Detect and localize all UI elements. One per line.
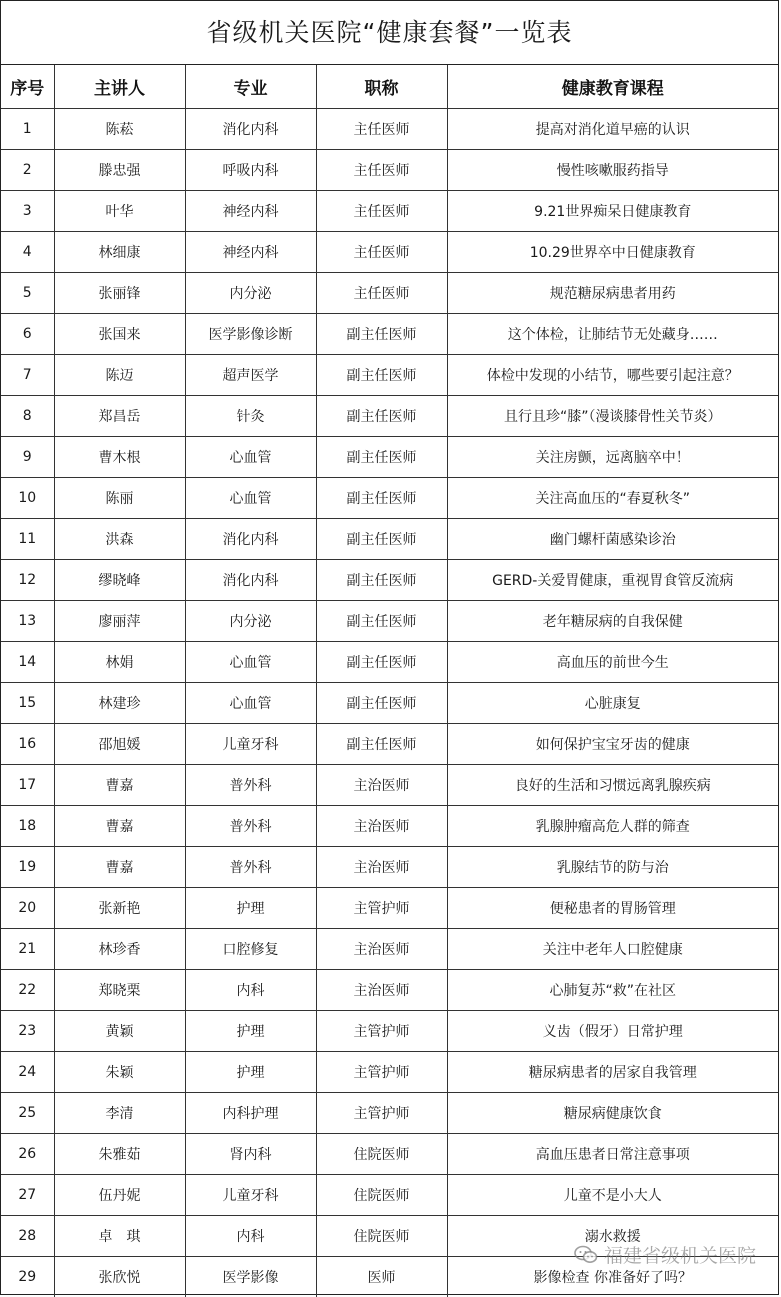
cell-specialty: 肾内科: [185, 1134, 316, 1175]
cell-specialty: 普外科: [185, 847, 316, 888]
cell-course: 关注中老年人口腔健康: [447, 929, 778, 970]
cell-no: 7: [1, 355, 54, 396]
cell-no: 2: [1, 150, 54, 191]
cell-rank: 主治医师: [316, 929, 447, 970]
table-row: [1, 1052, 778, 1093]
cell-course: 这个体检，让肺结节无处藏身……: [447, 314, 778, 355]
cell-rank: 住院医师: [316, 1216, 447, 1257]
cell-course: 慢性咳嗽服药指导: [447, 150, 778, 191]
cell-lecturer: 伍丹妮: [54, 1175, 185, 1216]
cell-course: 关注房颤，远离脑卒中！: [447, 437, 778, 478]
header-course: 健康教育课程: [447, 65, 778, 109]
cell-course: 儿童不是小大人: [447, 1175, 778, 1216]
cell-rank: 副主任医师: [316, 519, 447, 560]
cell-rank: 主任医师: [316, 109, 447, 150]
table-row: [1, 806, 778, 847]
cell-course: 关注高血压的“春夏秋冬”: [447, 478, 778, 519]
cell-specialty: 心血管: [185, 642, 316, 683]
cell-specialty: 内科护理: [185, 1093, 316, 1134]
cell-rank: 住院医师: [316, 1134, 447, 1175]
cell-course: 10.29世界卒中日健康教育: [447, 232, 778, 273]
cell-course: 糖尿病患者的居家自我管理: [447, 1052, 778, 1093]
table-row: [1, 519, 778, 560]
cell-course: 心脏康复: [447, 683, 778, 724]
cell-course: 幽门螺杆菌感染诊治: [447, 519, 778, 560]
cell-no: 28: [1, 1216, 54, 1257]
cell-specialty: 针灸: [185, 396, 316, 437]
cell-specialty: 内科: [185, 1216, 316, 1257]
table-row: [1, 1216, 778, 1257]
table-row: [1, 601, 778, 642]
table-row: [1, 150, 778, 191]
cell-lecturer: 曹嘉: [54, 765, 185, 806]
table-row: [1, 765, 778, 806]
cell-lecturer: 郑晓栗: [54, 970, 185, 1011]
cell-course: 规范糖尿病患者用药: [447, 273, 778, 314]
cell-lecturer: 陈菘: [54, 109, 185, 150]
cell-no: 16: [1, 724, 54, 765]
cell-no: 17: [1, 765, 54, 806]
page-title: 省级机关医院“健康套餐”一览表: [1, 1, 778, 65]
table-row: [1, 560, 778, 601]
cell-specialty: 心血管: [185, 437, 316, 478]
cell-course: 体检中发现的小结节，哪些要引起注意？: [447, 355, 778, 396]
table-row: [1, 273, 778, 314]
cell-rank: 主任医师: [316, 191, 447, 232]
cell-rank: 主管护师: [316, 1093, 447, 1134]
cell-no: 25: [1, 1093, 54, 1134]
table-header-row: [1, 65, 778, 109]
table-row: [1, 888, 778, 929]
cell-no: 15: [1, 683, 54, 724]
cell-rank: 主治医师: [316, 806, 447, 847]
cell-specialty: 心血管: [185, 478, 316, 519]
cell-rank: 副主任医师: [316, 355, 447, 396]
table-row: [1, 478, 778, 519]
cell-specialty: 神经内科: [185, 191, 316, 232]
cell-rank: 主治医师: [316, 765, 447, 806]
cell-lecturer: 张新艳: [54, 888, 185, 929]
cell-course: 溺水救援: [447, 1216, 778, 1257]
cell-rank: 主任医师: [316, 232, 447, 273]
cell-specialty: 护理: [185, 1052, 316, 1093]
cell-no: 20: [1, 888, 54, 929]
cell-specialty: 消化内科: [185, 519, 316, 560]
cell-lecturer: 张欣悦: [54, 1257, 185, 1297]
cell-course: 影像检查 你准备好了吗？: [447, 1257, 778, 1297]
cell-no: 23: [1, 1011, 54, 1052]
cell-specialty: 超声医学: [185, 355, 316, 396]
cell-course: 便秘患者的胃肠管理: [447, 888, 778, 929]
table-row: [1, 970, 778, 1011]
cell-course: 如何保护宝宝牙齿的健康: [447, 724, 778, 765]
cell-specialty: 医学影像诊断: [185, 314, 316, 355]
cell-lecturer: 林细康: [54, 232, 185, 273]
cell-rank: 副主任医师: [316, 601, 447, 642]
table-row: [1, 642, 778, 683]
cell-rank: 主管护师: [316, 1011, 447, 1052]
cell-no: 29: [1, 1257, 54, 1297]
cell-course: 良好的生活和习惯远离乳腺疾病: [447, 765, 778, 806]
cell-specialty: 护理: [185, 888, 316, 929]
table-row: [1, 1093, 778, 1134]
cell-specialty: 普外科: [185, 765, 316, 806]
cell-specialty: 儿童牙科: [185, 724, 316, 765]
cell-specialty: 儿童牙科: [185, 1175, 316, 1216]
cell-no: 11: [1, 519, 54, 560]
cell-lecturer: 林珍香: [54, 929, 185, 970]
cell-specialty: 内分泌: [185, 601, 316, 642]
header-no: 序号: [1, 65, 54, 109]
table-row: [1, 314, 778, 355]
cell-rank: 副主任医师: [316, 314, 447, 355]
header-lecturer: 主讲人: [54, 65, 185, 109]
cell-rank: 主管护师: [316, 888, 447, 929]
cell-course: 乳腺结节的防与治: [447, 847, 778, 888]
cell-no: 26: [1, 1134, 54, 1175]
cell-course: 且行且珍“膝”（漫谈膝骨性关节炎）: [447, 396, 778, 437]
table-row: [1, 929, 778, 970]
cell-course: 乳腺肿瘤高危人群的筛查: [447, 806, 778, 847]
table-row: [1, 1011, 778, 1052]
table-row: [1, 191, 778, 232]
cell-course: GERD-关爱胃健康，重视胃食管反流病: [447, 560, 778, 601]
header-specialty: 专业: [185, 65, 316, 109]
cell-course: 老年糖尿病的自我保健: [447, 601, 778, 642]
cell-no: 18: [1, 806, 54, 847]
cell-course: 义齿（假牙）日常护理: [447, 1011, 778, 1052]
cell-lecturer: 邵旭媛: [54, 724, 185, 765]
cell-rank: 副主任医师: [316, 437, 447, 478]
table-row: [1, 109, 778, 150]
cell-lecturer: 林娟: [54, 642, 185, 683]
cell-no: 6: [1, 314, 54, 355]
cell-rank: 副主任医师: [316, 478, 447, 519]
cell-lecturer: 卓 琪: [54, 1216, 185, 1257]
cell-rank: 主任医师: [316, 273, 447, 314]
cell-specialty: 心血管: [185, 683, 316, 724]
cell-specialty: 内科: [185, 970, 316, 1011]
cell-rank: 住院医师: [316, 1175, 447, 1216]
cell-lecturer: 缪晓峰: [54, 560, 185, 601]
cell-rank: 副主任医师: [316, 560, 447, 601]
cell-lecturer: 陈丽: [54, 478, 185, 519]
cell-no: 8: [1, 396, 54, 437]
cell-no: 19: [1, 847, 54, 888]
cell-rank: 主任医师: [316, 150, 447, 191]
cell-course: 心肺复苏“救”在社区: [447, 970, 778, 1011]
header-rank: 职称: [316, 65, 447, 109]
cell-specialty: 医学影像: [185, 1257, 316, 1297]
cell-no: 13: [1, 601, 54, 642]
cell-rank: 副主任医师: [316, 396, 447, 437]
cell-no: 9: [1, 437, 54, 478]
cell-lecturer: 黄颖: [54, 1011, 185, 1052]
cell-course: 9.21世界痴呆日健康教育: [447, 191, 778, 232]
cell-no: 4: [1, 232, 54, 273]
cell-specialty: 内分泌: [185, 273, 316, 314]
table-row: [1, 1175, 778, 1216]
cell-no: 10: [1, 478, 54, 519]
cell-lecturer: 廖丽萍: [54, 601, 185, 642]
table-row: [1, 232, 778, 273]
cell-rank: 主治医师: [316, 847, 447, 888]
cell-specialty: 普外科: [185, 806, 316, 847]
cell-course: 高血压患者日常注意事项: [447, 1134, 778, 1175]
cell-no: 14: [1, 642, 54, 683]
cell-lecturer: 张丽锋: [54, 273, 185, 314]
cell-specialty: 口腔修复: [185, 929, 316, 970]
cell-specialty: 消化内科: [185, 109, 316, 150]
cell-no: 21: [1, 929, 54, 970]
table-row: [1, 847, 778, 888]
table-row: [1, 683, 778, 724]
cell-lecturer: 曹嘉: [54, 806, 185, 847]
cell-rank: 副主任医师: [316, 642, 447, 683]
cell-course: 提高对消化道早癌的认识: [447, 109, 778, 150]
cell-lecturer: 陈迈: [54, 355, 185, 396]
table-row: [1, 355, 778, 396]
course-table: [1, 65, 778, 1297]
cell-specialty: 神经内科: [185, 232, 316, 273]
cell-lecturer: 叶华: [54, 191, 185, 232]
table-row: [1, 437, 778, 478]
cell-no: 3: [1, 191, 54, 232]
table-row: [1, 1257, 778, 1297]
cell-no: 5: [1, 273, 54, 314]
cell-rank: 主治医师: [316, 970, 447, 1011]
cell-rank: 副主任医师: [316, 724, 447, 765]
table-body: [1, 109, 778, 1297]
cell-specialty: 护理: [185, 1011, 316, 1052]
cell-no: 27: [1, 1175, 54, 1216]
cell-rank: 副主任医师: [316, 683, 447, 724]
table-row: [1, 724, 778, 765]
table-row: [1, 1134, 778, 1175]
cell-course: 糖尿病健康饮食: [447, 1093, 778, 1134]
table-row: [1, 396, 778, 437]
cell-lecturer: 郑昌岳: [54, 396, 185, 437]
cell-lecturer: 朱雅茹: [54, 1134, 185, 1175]
cell-lecturer: 曹嘉: [54, 847, 185, 888]
cell-lecturer: 李清: [54, 1093, 185, 1134]
cell-lecturer: 曹木根: [54, 437, 185, 478]
cell-rank: 医师: [316, 1257, 447, 1297]
cell-specialty: 呼吸内科: [185, 150, 316, 191]
cell-lecturer: 林建珍: [54, 683, 185, 724]
watermark-text: 福建省级机关医院: [603, 1245, 756, 1267]
cell-no: 12: [1, 560, 54, 601]
cell-lecturer: 张国来: [54, 314, 185, 355]
cell-specialty: 消化内科: [185, 560, 316, 601]
cell-lecturer: 洪森: [54, 519, 185, 560]
cell-lecturer: 滕忠强: [54, 150, 185, 191]
cell-rank: 主管护师: [316, 1052, 447, 1093]
cell-no: 24: [1, 1052, 54, 1093]
cell-no: 22: [1, 970, 54, 1011]
cell-lecturer: 朱颖: [54, 1052, 185, 1093]
cell-course: 高血压的前世今生: [447, 642, 778, 683]
cell-no: 1: [1, 109, 54, 150]
